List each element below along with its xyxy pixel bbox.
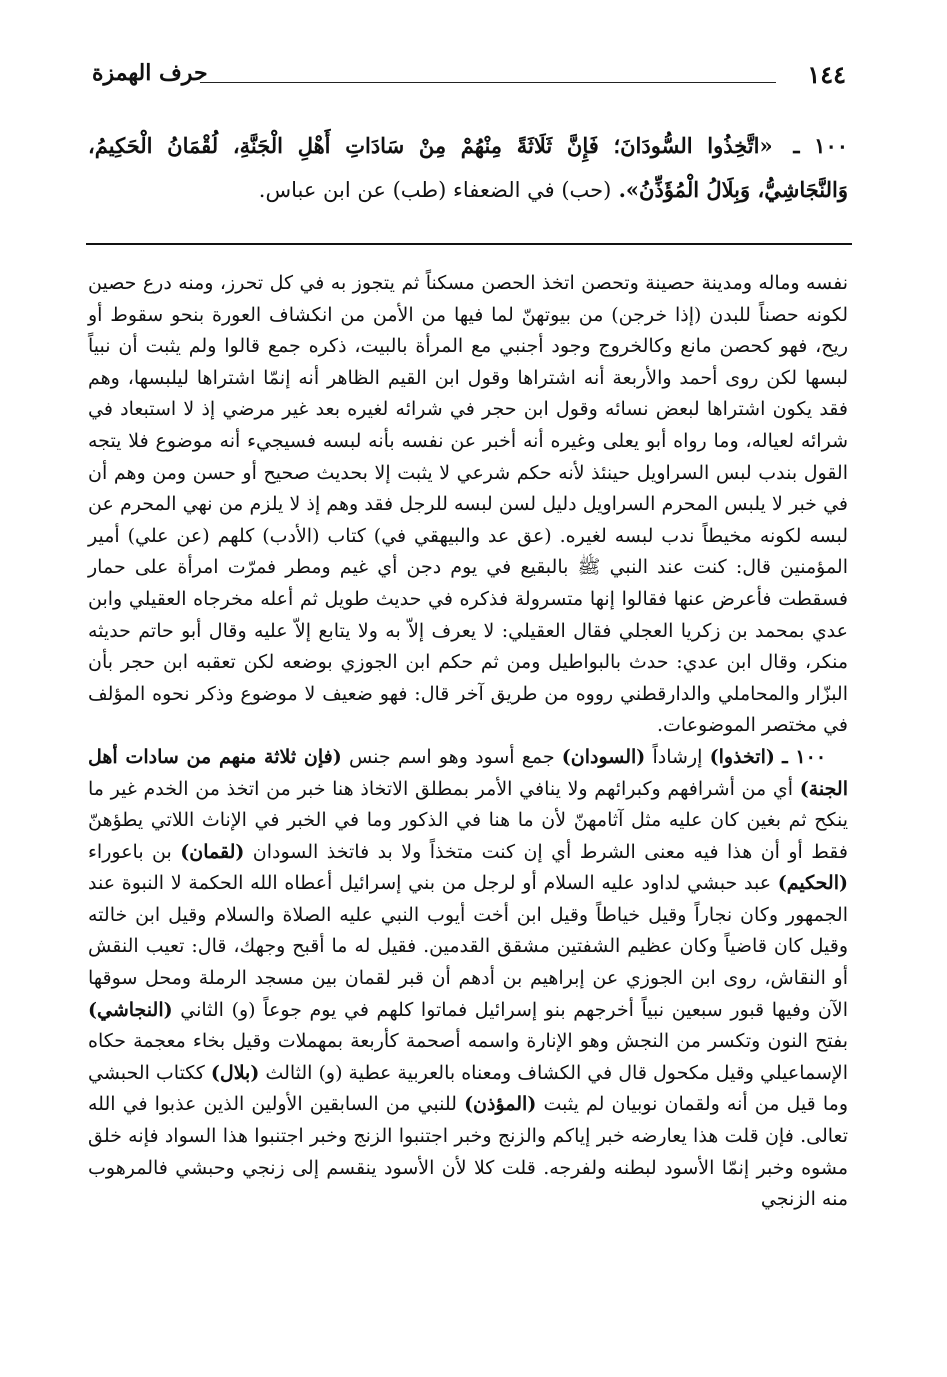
keyword: (السودان) [561,745,646,768]
gloss: جمع أسود وهو اسم جنس [348,745,555,768]
commentary-paragraph: نفسه وماله ومدينة حصينة وتحصن اتخذ الحصن مسكناً ثم يتجوز به في كل تحرز، ومنه درع حصين لكونه حصناً للبدن (إذا خرجن) من بيوتهنّ لما فيها من الأمن من انكشاف العورة بنحو سقوط أو ريح، فهو كحصن مانع وكالخروج وجود أجنبي مع المرأة بالبيت، ذكره جمع قالوا ولم يثبت أن نبياً لبسها لكن روى أحمد والأربعة أنه اشتراها وقول ابن القيم الظاهر أنه إنمّا اشتراها ليلبسها، وهم فقد يكون اشتراها لبعض نسائه وقول ابن حجر في شرائه لغيره بعد غير مرضي إذ لا استبعاد في شرائه لعياله، وما رواه أبو يعلى وغيره أنه أخبر عن نفسه بأنه لبسه فسيجيء أنه موضوع فلا يتجه القول بندب لبس السراويل حينئذ لأنه حكم شرعي لا يثبت إلا بحديث صحيح أو حسن ومن وهم أن في خبر لا يلبس المحرم السراويل دليل لسن لبسه للرجل فقد وهم إذ لا يلزم من نهي المحرم عن لبسه لكونه مخيطاً ندب لبسه لغيره. (عق عد والبيهقي في) كتاب (الأدب) كلهم (عن علي) أمير المؤمنين قال: كنت عند النبي ﷺ بالبقيع في يوم دجن أي غيم ومطر فمرّت امرأة على حمار فسقطت فأعرض عنها فقالوا إنها متسرولة فذكره في حديث طويل ثم أعله مخرجاه العقيلي وابن عدي بمحمد بن زكريا العجلي فقال العقيلي: لا يعرف إلاّ به ولا يتابع إلاّ عليه وقال أبو حاتم حديثه منكر، وقال ابن عدي: حدث بالبواطيل ومن ثم حكم ابن الجوزي بوضعه لكن تعقبه ابن حجر بأن البزّار والمحاملي والدارقطني رووه من طريق آخر قال: فهو ضعيف لا موضوع وذكر نحوه المؤلف في مختصر الموضوعات. [88,272,848,737]
commentary-body [88,268,848,1216]
gloss: ككتاب الحبشي وما قيل من أنه ولقمان نوبيان لم يثبت [88,1061,848,1116]
hadith-text [88,124,848,212]
hadith-matn: «اتَّخِذُوا السُّودَانَ؛ فَإِنَّ ثَلَاثَةً مِنْهُمْ مِنْ سَادَاتِ أَهْلِ الْجَنَّةِ، لُقْمَانُ الْحَكِيمُ، وَالنَّجَاشِيُّ، وَبِلَالُ الْمُؤَذِّنُ». [88,133,848,202]
gloss: عبد حبشي لداود عليه السلام أو لرجل من بني إسرائيل أعطاه الله الحكمة لا النبوة عند الجمهور وكان نجاراً وقيل خياطاً وقيل ابن أخت أيوب النبي عليه الصلاة والسلام وقيل ابن خالته وقيل كان قاضياً وكان عظيم الشفتين مشقق القدمين. فقيل له ما أقبح وجهك، قال: تعيب النقش أو النقاش، روى ابن الجوزي عن إبراهيم بن أدهم أن قبر لقمان بين مسجد الرملة ومحل سوقها الآن وفيها قبور سبعين نبياً أخرجهم بنو إسرائيل فماتوا كلهم في يوم جوعاً (و) الثاني [88,872,848,1021]
keyword: (اتخذوا) [709,745,775,768]
gloss: أي من أشرافهم وكبرائهم ولا ينافي الأمر بمطلق الاتخاذ هنا خبر من اتخذ من الخدم غير ما ينكح ثم بغين كان عليه مثل آثامهنّ لأن ما هنا في الذكور وما في الخبر في الإناث اللاتي يطؤهنّ فقط أو أن هذا فيه معنى الشرط أي إن كنت متخذاً ولا بد فاتخذ السودان [88,777,848,863]
keyword: (لقمان) [180,840,245,863]
header-rule [200,82,776,83]
gloss: إرشاداً [652,745,703,768]
keyword: (بلال) [210,1061,260,1084]
hadith-number: ١٠٠ ـ [793,133,849,158]
keyword: (المؤذن) [464,1093,537,1116]
gloss: بفتح النون وتكسر من النجش وهو الإنارة واسمه أصحمة كأربعة بمهملات وقيل بخاء معجمة حكاه الإسماعيلي وقيل مكحول قال في الكشاف ومعناه بالعربية عطية (و) الثالث [88,1030,849,1084]
keyword: (فإن ثلاثة منهم من سادات أهل الجنة) [88,745,848,800]
page-header [88,60,850,94]
keyword: (النجاشي) [88,998,173,1021]
section-divider [86,243,852,245]
chapter-title: حرف الهمزة [92,60,208,86]
page-number: ١٤٤ [807,60,846,89]
gloss: للنبي من السابقين الأولين الذين عذبوا في الله تعالى. فإن قلت هذا يعارضه خبر إياكم والزنج وخبر اجتنبوا الزنج وخبر اجتنبوا هذا السواد فإنه خلق مشوه وخبر إنمّا الأسود لبطنه ولفرجه. قلت كلا لأن الأسود ينقسم إلى زنجي وحبشي فالمرهوب منه الزنجي [88,1093,848,1211]
hadith-source: (حب) في الضعفاء (طب) عن ابن عباس. [258,178,612,202]
keyword: (الحكيم) [777,872,848,895]
commentary-paragraph-100 [88,742,848,1216]
gloss: بن باعوراء [88,840,172,863]
entry-number: ١٠٠ ـ [782,745,827,768]
